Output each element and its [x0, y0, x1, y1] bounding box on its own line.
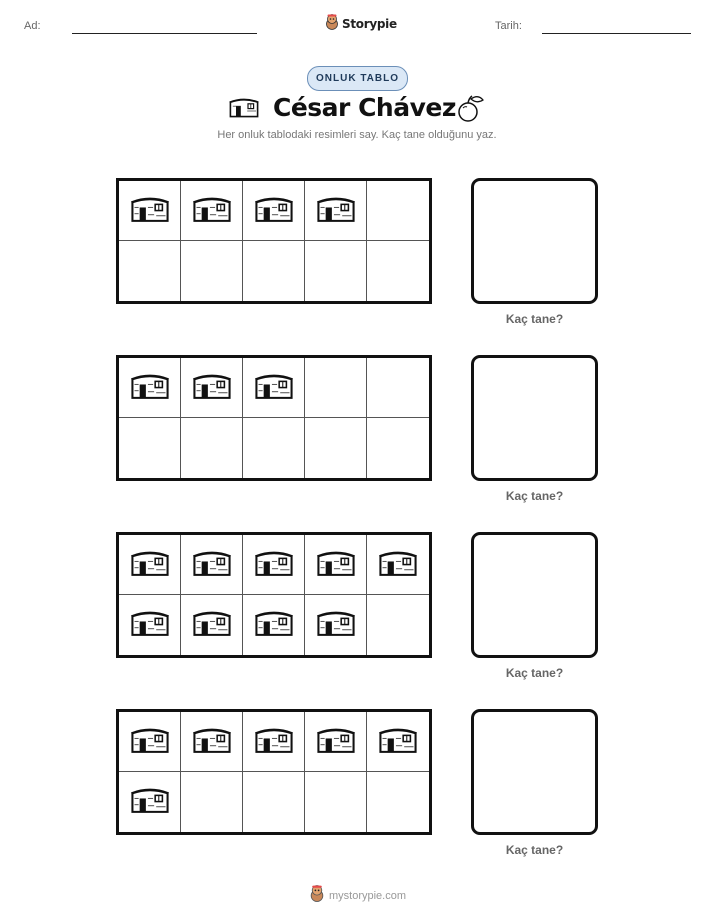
adobe-house-icon — [191, 607, 233, 643]
ten-frame-cell — [305, 535, 367, 595]
ten-frame-cell — [181, 535, 243, 595]
date-line[interactable] — [542, 33, 691, 34]
adobe-house-icon — [315, 607, 357, 643]
ten-frame-cell — [119, 241, 181, 301]
ten-frame-cell — [181, 241, 243, 301]
adobe-house-icon — [191, 193, 233, 229]
ten-frame-cell — [181, 358, 243, 418]
adobe-house-icon — [253, 607, 295, 643]
adobe-house-icon — [315, 724, 357, 760]
date-label: Tarih: — [495, 20, 522, 32]
ten-frame-cell — [119, 772, 181, 832]
ten-frame-cell — [119, 712, 181, 772]
footer — [309, 884, 406, 907]
adobe-house-icon — [228, 95, 260, 124]
fruit-icon — [455, 92, 485, 129]
ten-frame-cell — [181, 595, 243, 655]
ten-frame-cell — [305, 418, 367, 478]
ten-frame-cell — [305, 181, 367, 241]
ten-frame-cell — [243, 241, 305, 301]
ten-frame-cell — [181, 418, 243, 478]
adobe-house-icon — [191, 547, 233, 583]
name-line[interactable] — [72, 33, 257, 34]
mascot-icon — [309, 884, 325, 907]
name-label: Ad: — [24, 20, 41, 32]
ten-frame-cell — [243, 535, 305, 595]
adobe-house-icon — [129, 607, 171, 643]
adobe-house-icon — [253, 193, 295, 229]
adobe-house-icon — [129, 547, 171, 583]
ten-frame-cell — [367, 358, 429, 418]
adobe-house-icon — [191, 724, 233, 760]
mascot-icon — [325, 13, 339, 35]
ten-frame-cell — [367, 241, 429, 301]
ten-frame-cell — [367, 418, 429, 478]
adobe-house-icon — [253, 724, 295, 760]
ten-frame — [116, 709, 432, 835]
footer-url: mystorypie.com — [329, 889, 407, 902]
answer-prompt: Kaç tane? — [505, 489, 564, 503]
answer-prompt: Kaç tane? — [505, 666, 564, 680]
ten-frame — [116, 532, 432, 658]
ten-frame-cell — [119, 595, 181, 655]
answer-prompt: Kaç tane? — [505, 312, 564, 326]
ten-frame-cell — [119, 358, 181, 418]
brand-name: Storypie — [342, 17, 397, 31]
ten-frame-cell — [181, 712, 243, 772]
adobe-house-icon — [315, 193, 357, 229]
ten-frame-cell — [367, 535, 429, 595]
ten-frame-cell — [305, 772, 367, 832]
adobe-house-icon — [129, 724, 171, 760]
ten-frame-cell — [367, 712, 429, 772]
worksheet-type-badge: ONLUK TABLO — [307, 66, 408, 91]
ten-frame — [116, 355, 432, 481]
ten-frame-cell — [305, 358, 367, 418]
ten-frame-cell — [243, 772, 305, 832]
adobe-house-icon — [377, 547, 419, 583]
adobe-house-icon — [315, 547, 357, 583]
brand-logo — [325, 13, 397, 35]
ten-frame-cell — [119, 418, 181, 478]
ten-frame-cell — [305, 241, 367, 301]
ten-frame-cell — [181, 772, 243, 832]
ten-frame-cell — [367, 772, 429, 832]
ten-frame-cell — [243, 181, 305, 241]
ten-frame-cell — [243, 595, 305, 655]
instructions: Her onluk tablodaki resimleri say. Kaç tane olduğunu yaz. — [217, 129, 497, 141]
answer-prompt: Kaç tane? — [505, 843, 564, 857]
adobe-house-icon — [129, 370, 171, 406]
adobe-house-icon — [129, 193, 171, 229]
ten-frame-cell — [305, 595, 367, 655]
adobe-house-icon — [129, 784, 171, 820]
page-title: César Chávez — [273, 93, 456, 122]
answer-box[interactable] — [471, 709, 598, 835]
answer-box[interactable] — [471, 532, 598, 658]
ten-frame-cell — [243, 712, 305, 772]
ten-frame-cell — [243, 418, 305, 478]
ten-frame — [116, 178, 432, 304]
adobe-house-icon — [191, 370, 233, 406]
ten-frame-cell — [243, 358, 305, 418]
adobe-house-icon — [253, 547, 295, 583]
answer-box[interactable] — [471, 355, 598, 481]
ten-frame-cell — [305, 712, 367, 772]
ten-frame-cell — [367, 595, 429, 655]
ten-frame-cell — [181, 181, 243, 241]
adobe-house-icon — [253, 370, 295, 406]
answer-box[interactable] — [471, 178, 598, 304]
adobe-house-icon — [377, 724, 419, 760]
ten-frame-cell — [367, 181, 429, 241]
ten-frame-cell — [119, 535, 181, 595]
ten-frame-cell — [119, 181, 181, 241]
